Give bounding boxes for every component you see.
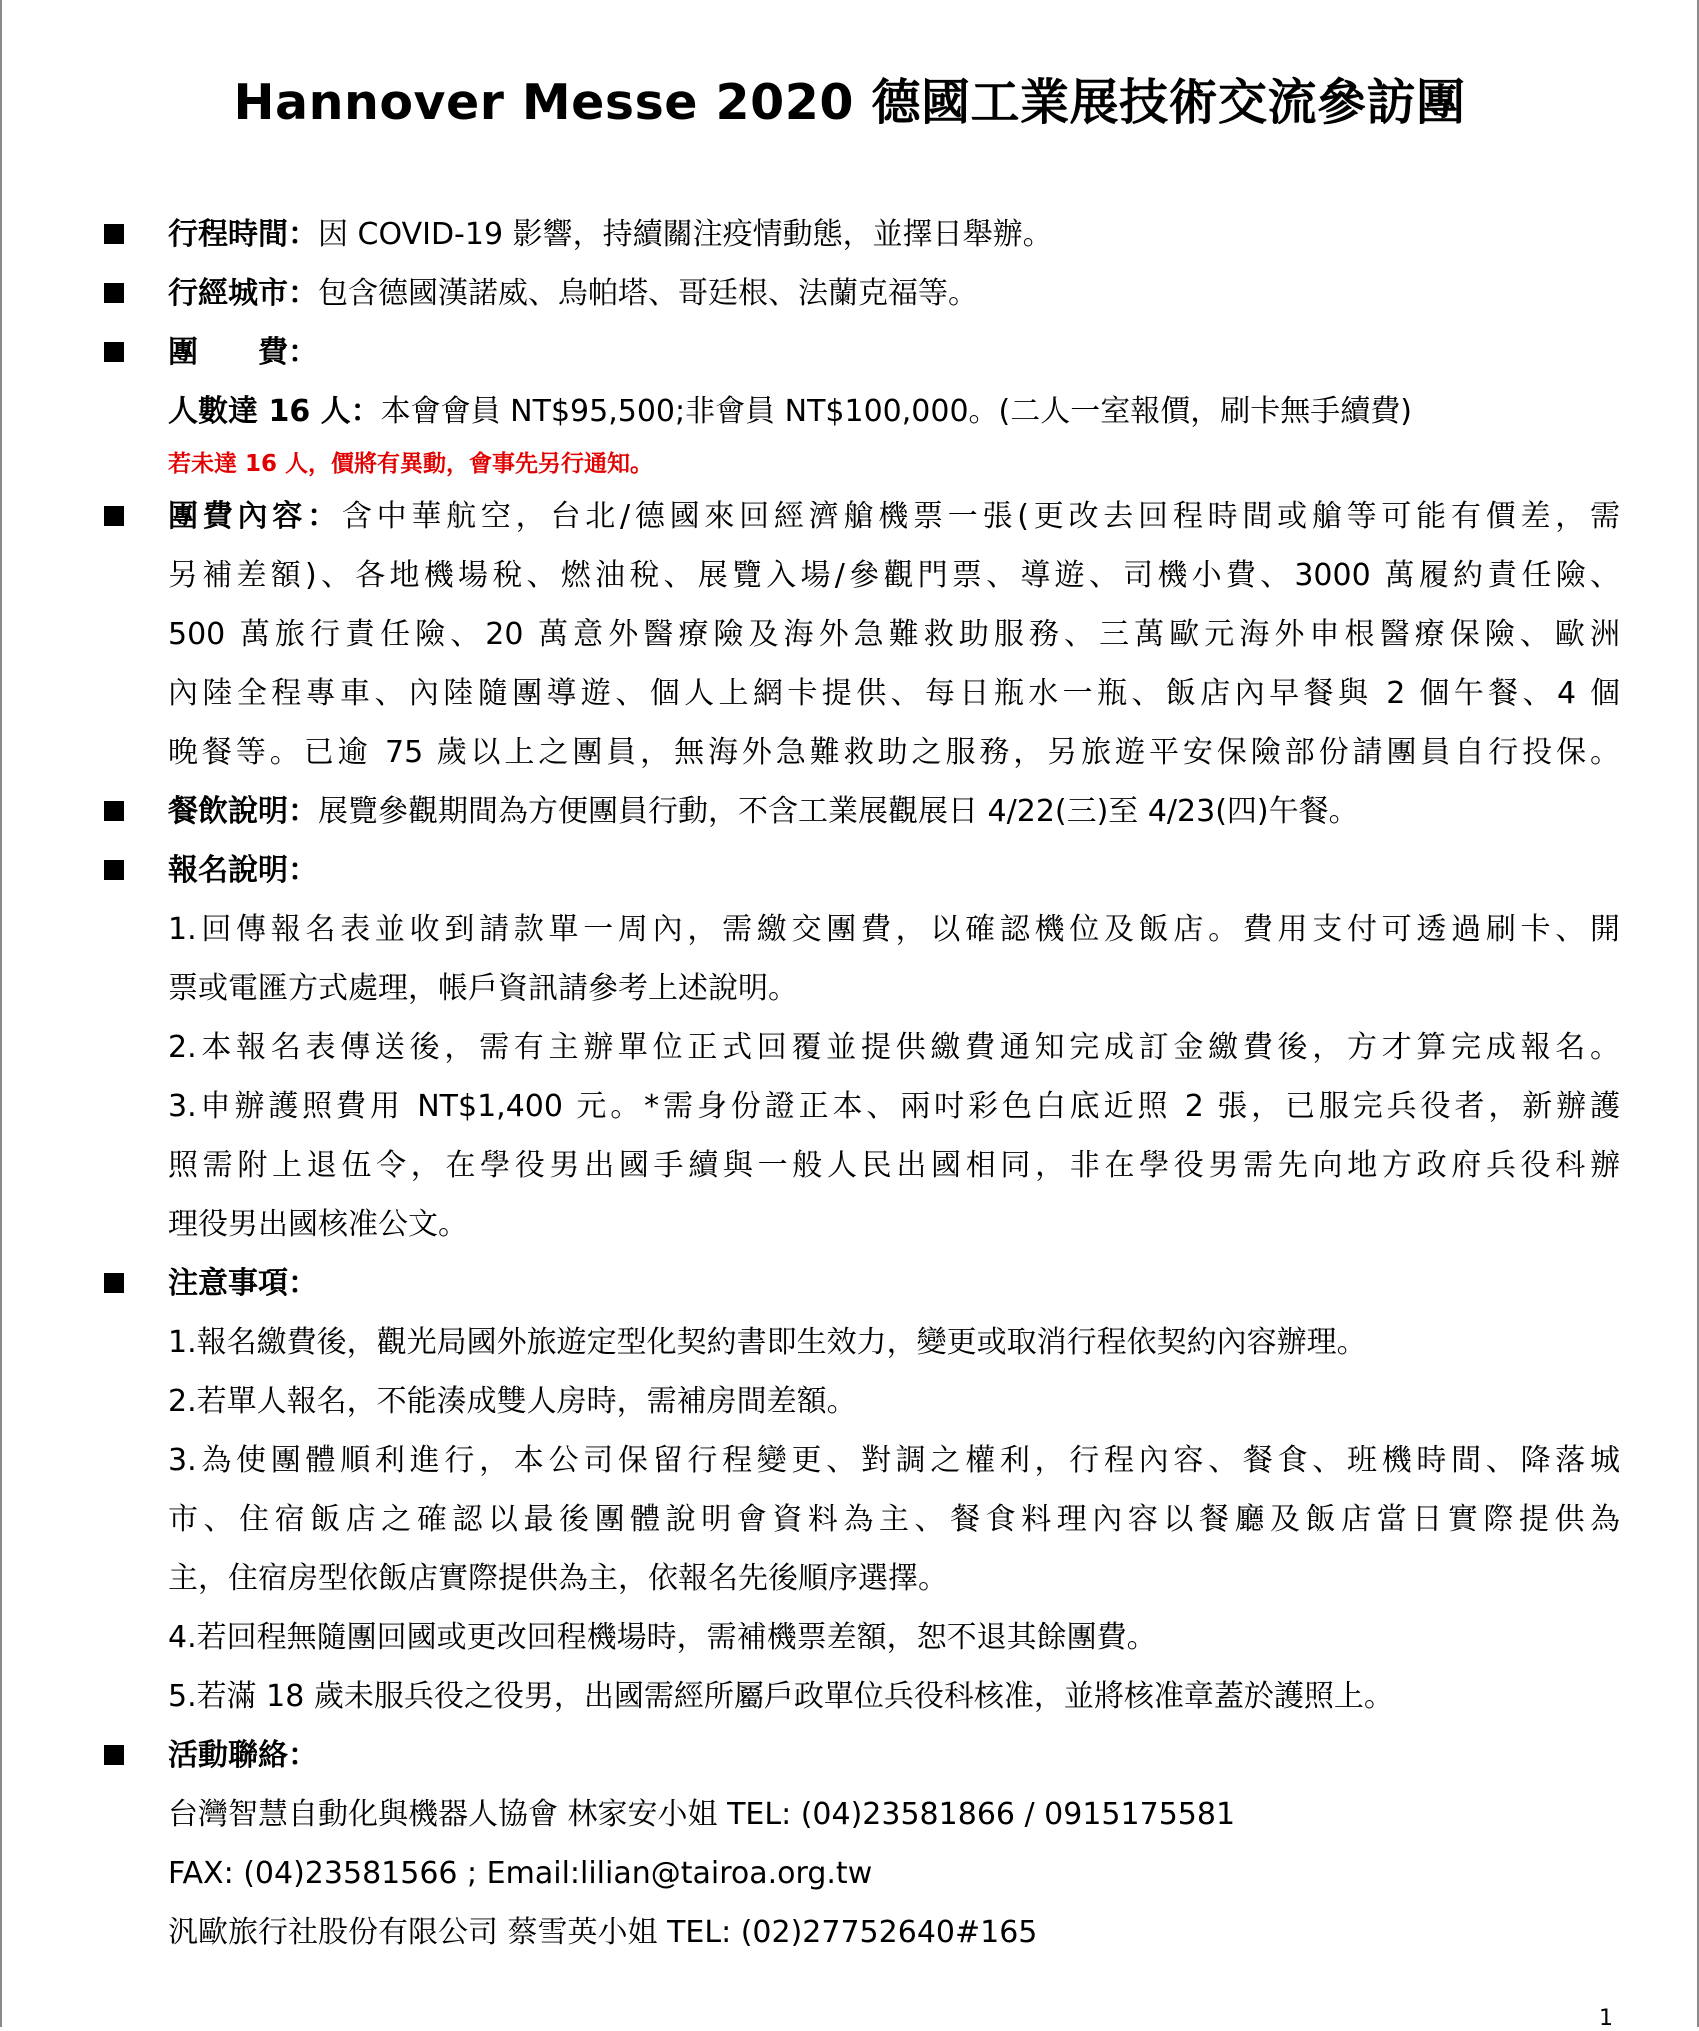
cities-label: 行經城市： — [168, 276, 318, 311]
notes-line: 1.報名繳費後，觀光局國外旅遊定型化契約書即生效力，變更或取消行程依契約內容辦理。 — [168, 1325, 1367, 1360]
page-border-left — [0, 0, 2, 2027]
square-bullet-icon — [104, 342, 124, 362]
square-bullet-icon — [104, 1745, 124, 1765]
notes-item — [100, 1254, 1620, 1726]
square-bullet-icon — [104, 860, 124, 880]
notes-line: 5.若滿 18 歲未服兵役之役男，出國需經所屬戶政單位兵役科核准，並將核准章蓋於護照上。 — [168, 1679, 1394, 1714]
registration-line: 1.回傳報名表並收到請款單一周內，需繳交團費，以確認機位及飯店。費用支付可透過刷卡、開 — [168, 912, 1620, 947]
notes-line: 市、住宿飯店之確認以最後團體說明會資料為主、餐食料理內容以餐廳及飯店當日實際提供為 — [168, 1502, 1620, 1537]
square-bullet-icon — [104, 1273, 124, 1293]
contact-item — [100, 1726, 1620, 1962]
fee-sub-label: 人數達 16 人： — [168, 394, 381, 429]
fee-content-line: 含中華航空，台北/德國來回經濟艙機票一張(更改去回程時間或艙等可能有價差，需 — [341, 499, 1621, 534]
square-bullet-icon — [104, 506, 124, 526]
fee-content-line: 晚餐等。已逾 75 歲以上之團員，無海外急難救助之服務，另旅遊平安保險部份請團員自行投保。 — [168, 735, 1620, 770]
schedule-label: 行程時間： — [168, 217, 318, 252]
cities-text: 包含德國漢諾威、烏帕塔、哥廷根、法蘭克福等。 — [318, 276, 978, 311]
notes-line: 3.為使團體順利進行，本公司保留行程變更、對調之權利，行程內容、餐食、班機時間、降落城 — [168, 1443, 1620, 1478]
fee-item — [100, 323, 1620, 487]
fee-label: 團 費： — [168, 335, 318, 370]
contact-line: 汎歐旅行社股份有限公司 蔡雪英小姐 TEL: (02)27752640#165 — [168, 1915, 1038, 1950]
fee-content-line: 內陸全程專車、內陸隨團導遊、個人上網卡提供、每日瓶水一瓶、飯店內早餐與 2 個午餐、4 個 — [168, 676, 1620, 711]
registration-line: 2.本報名表傳送後，需有主辦單位正式回覆並提供繳費通知完成訂金繳費後，方才算完成報名。 — [168, 1030, 1620, 1065]
meals-text: 展覽參觀期間為方便團員行動，不含工業展觀展日 4/22(三)至 4/23(四)午餐。 — [318, 794, 1359, 829]
square-bullet-icon — [104, 801, 124, 821]
page-number: 1 — [1599, 2006, 1613, 2031]
registration-line: 票或電匯方式處理，帳戶資訊請參考上述說明。 — [168, 971, 798, 1006]
schedule-item — [100, 205, 1620, 264]
fee-content-line: 500 萬旅行責任險、20 萬意外醫療險及海外急難救助服務、三萬歐元海外申根醫療保險、歐洲 — [168, 617, 1620, 652]
registration-label: 報名說明： — [168, 853, 318, 888]
contact-line: 台灣智慧自動化與機器人協會 林家安小姐 TEL: (04)23581866 / 0915175581 — [168, 1797, 1236, 1832]
fee-content-line: 另補差額)、各地機場稅、燃油稅、展覽入場/參觀門票、導遊、司機小費、3000 萬履約責任險、 — [168, 558, 1620, 593]
meals-item — [100, 782, 1620, 841]
notes-label: 注意事項： — [168, 1266, 318, 1301]
registration-line: 理役男出國核准公文。 — [168, 1207, 468, 1242]
contact-label: 活動聯絡： — [168, 1738, 318, 1773]
cities-item — [100, 264, 1620, 323]
notes-line: 主，住宿房型依飯店實際提供為主，依報名先後順序選擇。 — [168, 1561, 948, 1596]
registration-line: 照需附上退伍令，在學役男出國手續與一般人民出國相同，非在學役男需先向地方政府兵役科辦 — [168, 1148, 1620, 1183]
fee-content-label: 團費內容： — [168, 499, 342, 534]
schedule-text: 因 COVID-19 影響，持續關注疫情動態，並擇日舉辦。 — [318, 217, 1053, 252]
notes-line: 4.若回程無隨團回國或更改回程機場時，需補機票差額，恕不退其餘團費。 — [168, 1620, 1157, 1655]
registration-item — [100, 841, 1620, 1254]
document-body — [100, 205, 1620, 1962]
fee-sub-text: 本會會員 NT$95,500;非會員 NT$100,000。(二人一室報價，刷卡無手續費) — [380, 394, 1412, 429]
registration-line: 3.申辦護照費用 NT$1,400 元。*需身份證正本、兩吋彩色白底近照 2 張，已服完兵役者，新辦護 — [168, 1089, 1620, 1124]
contact-line: FAX: (04)23581566 ; Email:lilian@tairoa.org.tw — [168, 1856, 873, 1891]
square-bullet-icon — [104, 224, 124, 244]
square-bullet-icon — [104, 283, 124, 303]
meals-label: 餐飲說明： — [168, 794, 318, 829]
fee-content-item — [100, 487, 1620, 782]
notes-line: 2.若單人報名，不能湊成雙人房時，需補房間差額。 — [168, 1384, 857, 1419]
page-title: Hannover Messe 2020 德國工業展技術交流參訪團 — [233, 74, 1466, 131]
fee-note: 若未達 16 人，價將有異動，會事先另行通知。 — [168, 451, 654, 477]
